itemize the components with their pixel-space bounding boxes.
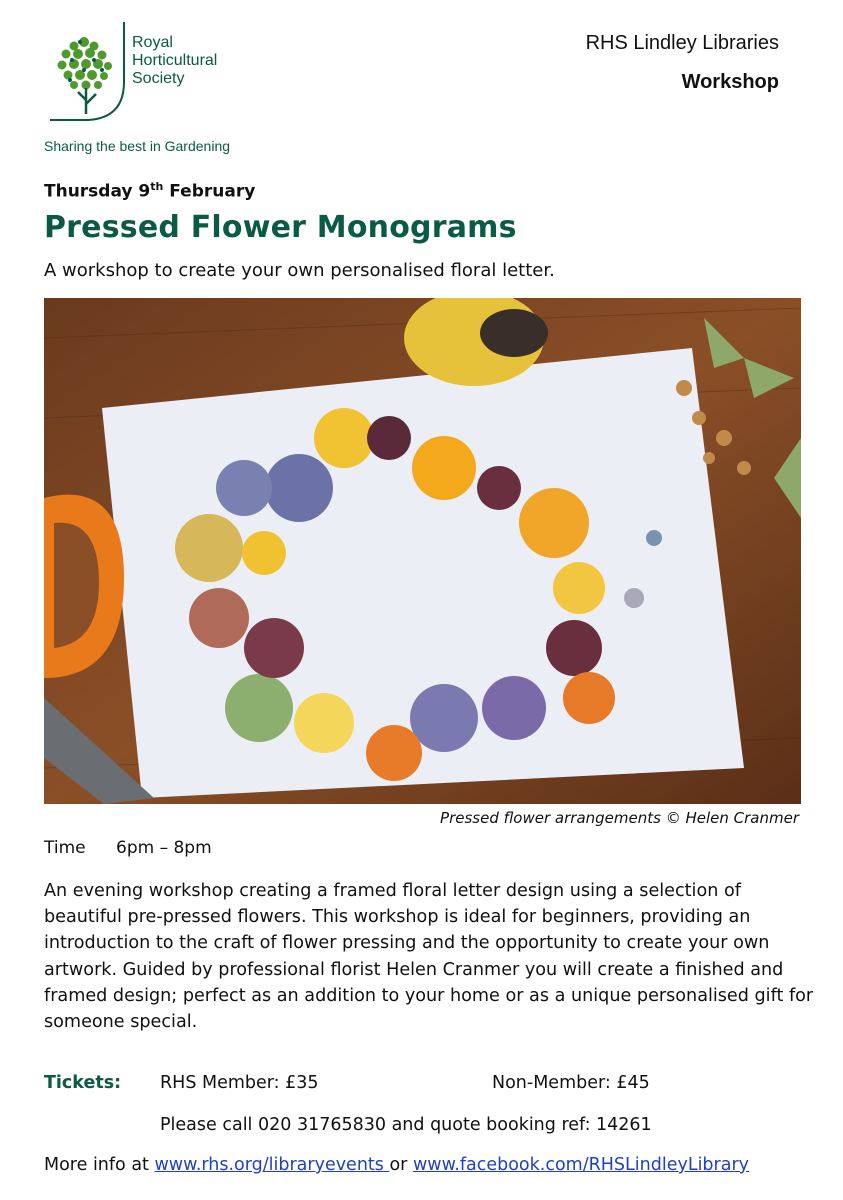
library-name: RHS Lindley Libraries (585, 32, 779, 54)
time-label: Time (44, 838, 86, 858)
rhs-logo (44, 20, 244, 160)
more-info-prefix: More info at (44, 1155, 155, 1175)
event-date (44, 180, 255, 202)
org-name-line3: Society (132, 70, 185, 87)
more-info (44, 1155, 749, 1175)
event-description: An evening workshop creating a framed floral letter design using a selection of beautiful pre-pressed flowers. This workshop is ideal for beginners, providing an introduction to the craft of flower pressing and the opportunity to create your own artwork. Guided by professional florist Helen Cranmer you will create a finished and framed design; perfect as an addition to your home or as a unique personalised gift for someone special. (44, 881, 814, 1033)
photo-caption: Pressed flower arrangements © Helen Cranmer (440, 809, 799, 827)
link-connector: or (389, 1155, 413, 1175)
time-value: 6pm – 8pm (116, 838, 212, 858)
facebook-link[interactable]: www.facebook.com/RHSLindleyLibrary (412, 1155, 750, 1175)
event-title: Pressed Flower Monograms (44, 210, 517, 245)
event-subtitle: A workshop to create your own personalised floral letter. (44, 260, 555, 281)
event-photo (44, 298, 801, 804)
tickets-label: Tickets: (44, 1073, 122, 1093)
rhs-events-link[interactable]: www.rhs.org/libraryevents (154, 1155, 390, 1175)
time-row (44, 838, 212, 858)
org-name-line1: Royal (132, 34, 173, 51)
tagline: Sharing the best in Gardening (44, 138, 231, 154)
date-suffix: th (150, 180, 164, 193)
tree-logo-icon (44, 20, 130, 130)
event-type: Workshop (681, 71, 779, 93)
date-month: February (163, 181, 256, 202)
date-day: Thursday 9 (44, 181, 151, 202)
booking-info: Please call 020 31765830 and quote booking ref: 14261 (160, 1115, 652, 1135)
org-name-line2: Horticultural (132, 52, 218, 69)
member-price: RHS Member: £35 (160, 1073, 319, 1093)
nonmember-price: Non-Member: £45 (492, 1073, 650, 1093)
